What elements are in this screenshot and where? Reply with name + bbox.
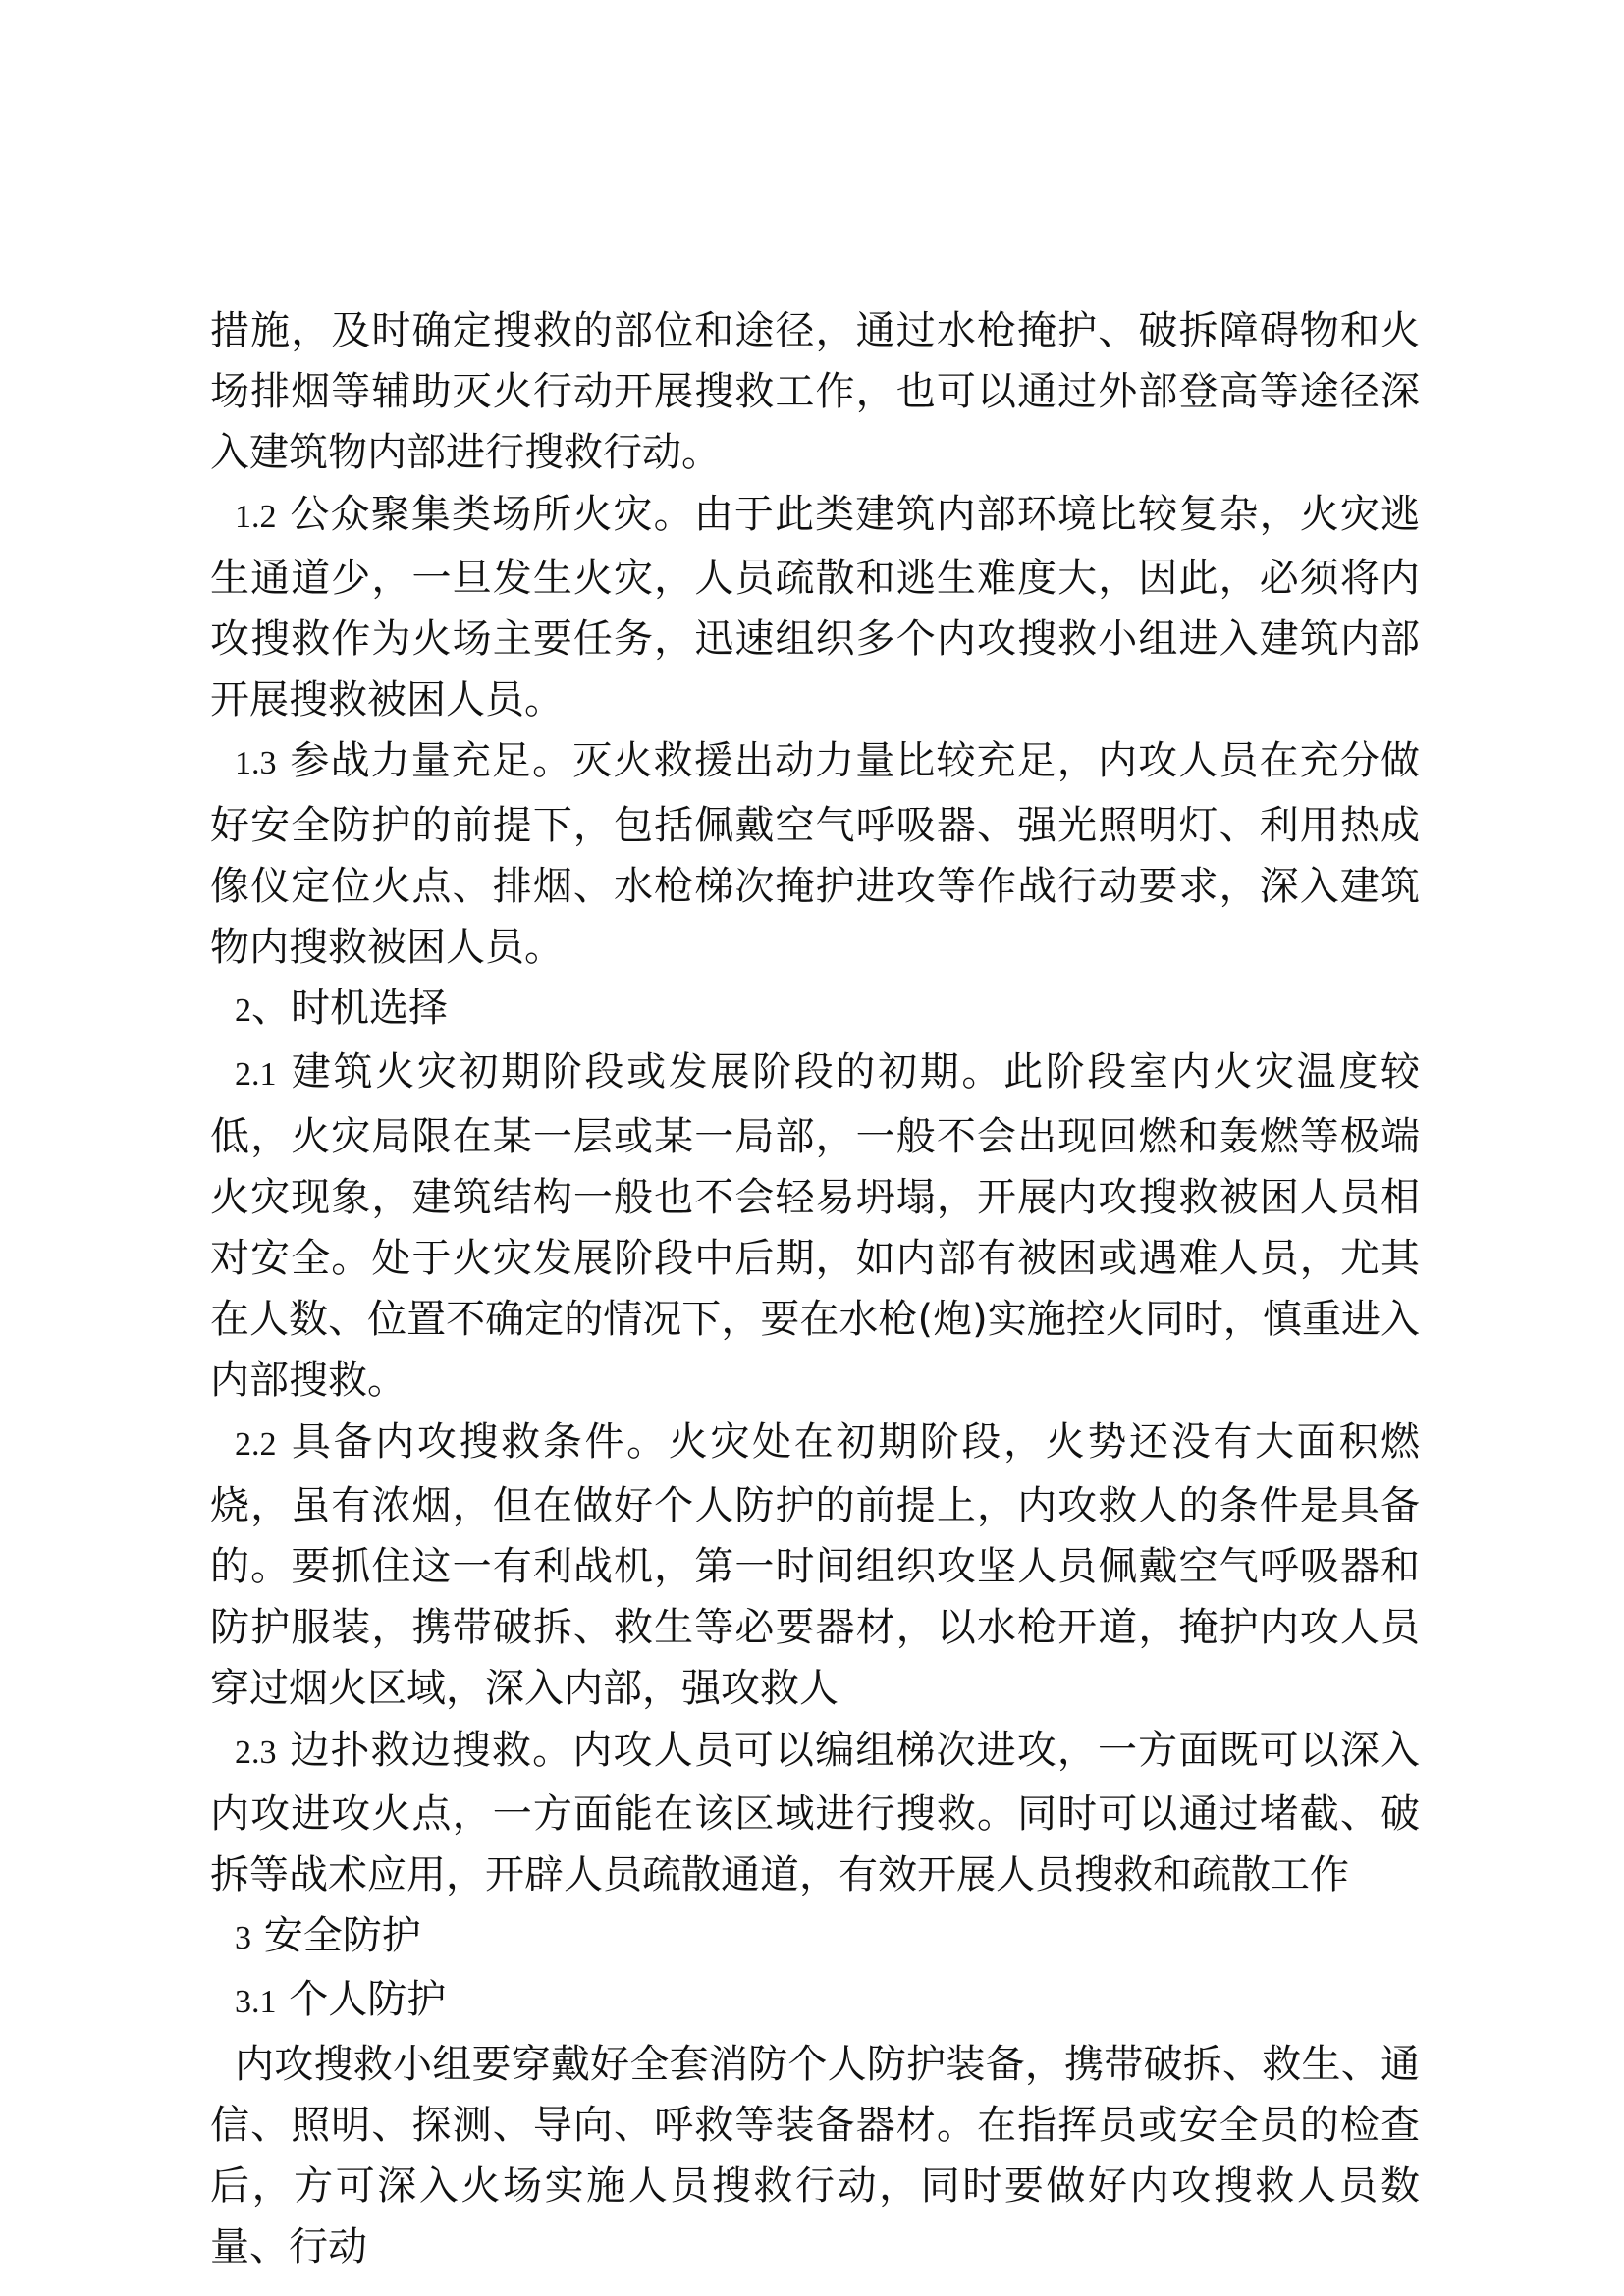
section-number: 2 bbox=[235, 992, 251, 1030]
heading-text: 安全防护 bbox=[251, 1913, 421, 1959]
paragraph-text: 具备内攻搜救条件。火灾处在初期阶段，火势还没有大面积燃烧，虽有浓烟，但在做好个人防护的前提上，内攻救人的条件是具备的。要抓住这一有利战机，第一时间组织攻坚人员佩戴空气呼吸器和防护服装，携带破拆、救生等必要器材，以水枪开道，掩护内攻人员穿过烟火区域，深入内部，强攻救人 bbox=[210, 1418, 1420, 1712]
paragraph-text: 边扑救边搜救。内攻人员可以编组梯次进攻，一方面既可以深入内攻进攻火点，一方面能在该区域进行搜救。同时可以通过堵截、破拆等战术应用，开辟人员疏散通道，有效开展人员搜救和疏散工作 bbox=[210, 1727, 1420, 1898]
section-number: 3 bbox=[235, 1920, 251, 1957]
section-number: 2.3 bbox=[235, 1734, 277, 1771]
paragraph-text: 内攻搜救小组要穿戴好全套消防个人防护装备，携带破拆、救生、通信、照明、探测、导向、呼救等装备器材。在指挥员或安全员的检查后，方可深入火场实施人员搜救行动，同时要做好内攻搜救人员数量、行动 bbox=[210, 2041, 1420, 2270]
heading-text: 个人防护 bbox=[276, 1977, 447, 2023]
paragraph-text: 措施，及时确定搜救的部位和途径，通过水枪掩护、破拆障碍物和火场排烟等辅助灭火行动开展搜救工作，也可以通过外部登高等途径深入建筑物内部进行搜救行动。 bbox=[210, 308, 1420, 476]
paragraph-text: 建筑火灾初期阶段或发展阶段的初期。此阶段室内火灾温度较低，火灾局限在某一层或某一局部，一般不会出现回燃和轰燃等极端火灾现象，建筑结构一般也不会轻易坍塌，开展内攻搜救被困人员相对安全。处于火灾发展阶段中后期，如内部有被困或遇难人员，尤其在人数、位置不确定的情况下，要在水枪(炮)实施控火同时，慎重进入内部搜救。 bbox=[210, 1049, 1420, 1404]
paragraph-1-2 bbox=[210, 484, 1420, 731]
body-text bbox=[210, 300, 1420, 2278]
paragraph-continuation bbox=[210, 300, 1420, 484]
paragraph-2-1 bbox=[210, 1041, 1420, 1411]
section-number: 1.3 bbox=[235, 745, 277, 782]
heading-text: 、时机选择 bbox=[251, 986, 448, 1032]
section-number: 3.1 bbox=[235, 1984, 277, 2021]
section-number: 2.2 bbox=[235, 1425, 277, 1463]
paragraph-3-1-body bbox=[210, 2034, 1420, 2278]
heading-2 bbox=[210, 978, 1420, 1041]
heading-3 bbox=[210, 1905, 1420, 1969]
paragraph-2-3 bbox=[210, 1720, 1420, 1906]
paragraph-2-2 bbox=[210, 1412, 1420, 1720]
paragraph-text: 公众聚集类场所火灾。由于此类建筑内部环境比较复杂，火灾逃生通道少，一旦发生火灾，人员疏散和逃生难度大，因此，必须将内攻搜救作为火场主要任务，迅速组织多个内攻搜救小组进入建筑内部开展搜救被困人员。 bbox=[210, 491, 1420, 723]
paragraph-1-3 bbox=[210, 730, 1420, 978]
section-number: 1.2 bbox=[235, 498, 277, 535]
heading-3-1 bbox=[210, 1969, 1420, 2033]
paragraph-text: 参战力量充足。灭火救援出动力量比较充足，内攻人员在充分做好安全防护的前提下，包括佩戴空气呼吸器、强光照明灯、利用热成像仪定位火点、排烟、水枪梯次掩护进攻等作战行动要求，深入建筑物内搜救被困人员。 bbox=[210, 738, 1420, 971]
section-number: 2.1 bbox=[235, 1056, 277, 1094]
